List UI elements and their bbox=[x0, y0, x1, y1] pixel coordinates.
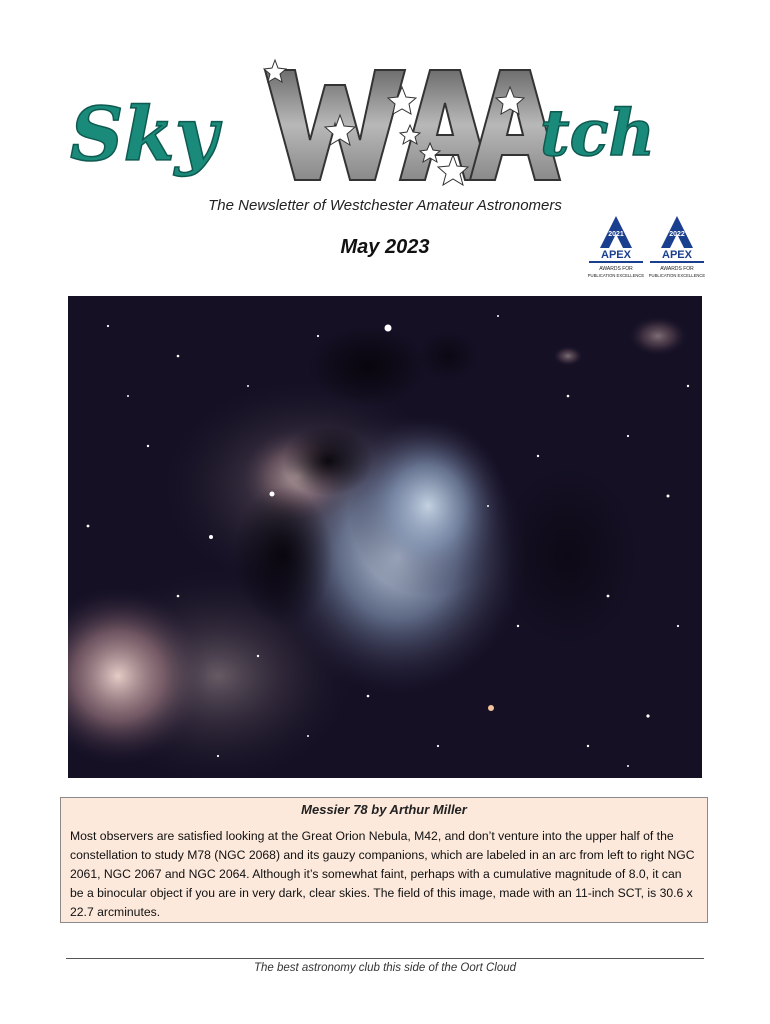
issue-date: May 2023 bbox=[340, 236, 430, 258]
logo-prefix: Sky bbox=[70, 92, 218, 178]
apex-award-badge-2022 bbox=[646, 214, 708, 280]
apex-award-badge-2021 bbox=[585, 214, 647, 280]
apex-year-label: 2021 bbox=[608, 231, 624, 238]
logo-suffix: tch bbox=[540, 96, 656, 171]
footer-divider bbox=[66, 958, 704, 959]
apex-year-label: 2022 bbox=[669, 231, 685, 238]
apex-line2: PUBLICATION EXCELLENCE bbox=[648, 273, 706, 278]
apex-line1: AWARDS FOR bbox=[599, 266, 633, 272]
caption-title: Messier 78 by Arthur Miller bbox=[301, 802, 467, 817]
apex-name-label: APEX bbox=[601, 249, 631, 261]
footer-tagline: The best astronomy club this side of the Oort Cloud bbox=[253, 962, 517, 974]
image-caption-box bbox=[60, 797, 708, 923]
cover-nebula-image bbox=[68, 296, 702, 778]
masthead-logo bbox=[60, 55, 700, 195]
apex-line2: PUBLICATION EXCELLENCE bbox=[587, 273, 645, 278]
caption-body: Most observers are satisfied looking at the Great Orion Nebula, M42, and don’t venture into the upper half of the constellation to study M78 (NGC 2068) and its gauzy companions, which are labeled in an arc from left to right NGC 2061, NGC 2067 and NGC 2064. Although it’s somewhat faint, perhaps with a cumulative magnitude of 8.0, it can be a binocular object if you are in very dark, clear skies. The field of this image, made with an 11-inch SCT, is 30.6 x 22.7 arcminutes. bbox=[70, 829, 695, 919]
apex-line1: AWARDS FOR bbox=[660, 266, 694, 272]
apex-name-label: APEX bbox=[662, 249, 692, 261]
newsletter-subtitle: The Newsletter of Westchester Amateur Astronomers bbox=[208, 197, 562, 214]
logo-middle: WAA bbox=[60, 55, 63, 56]
